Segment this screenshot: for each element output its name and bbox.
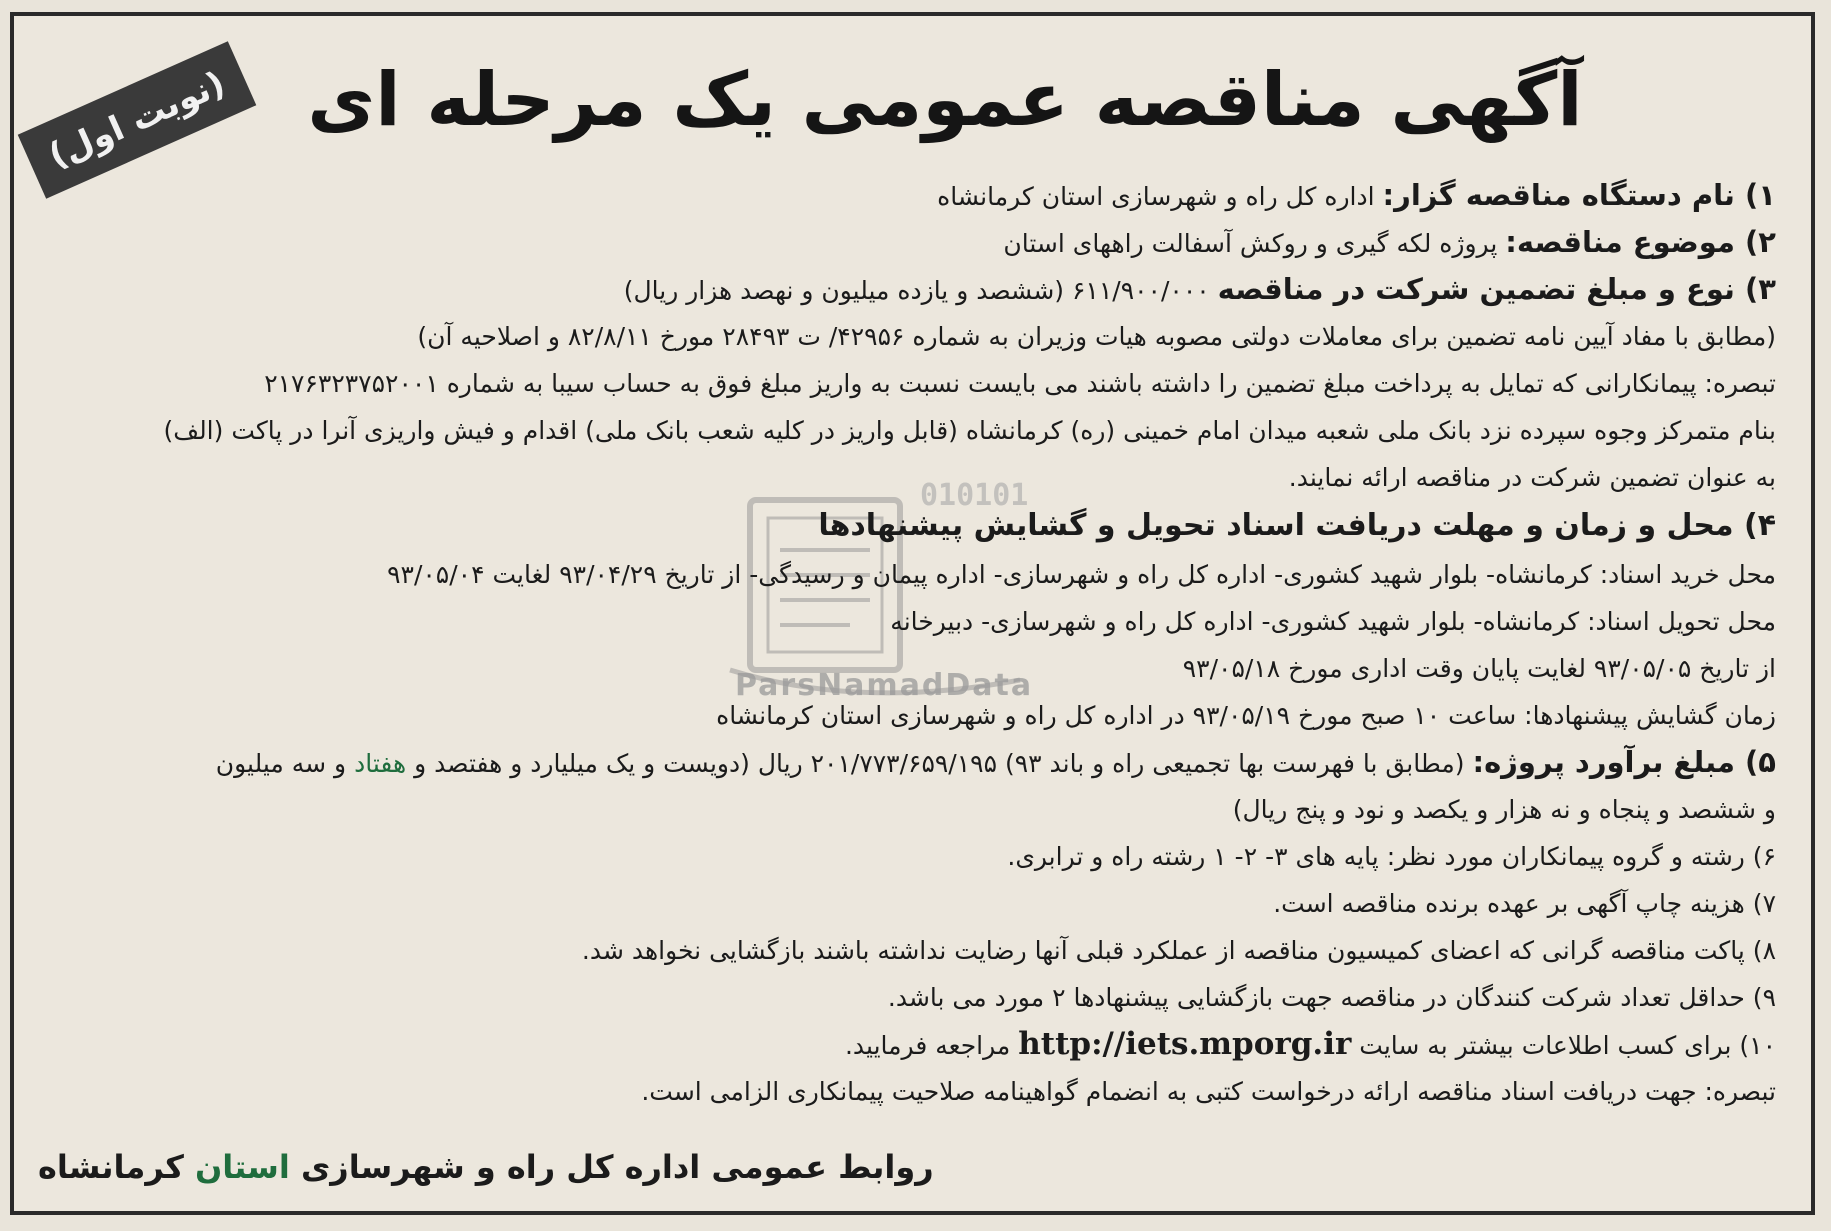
item-5-value-a: (مطابق با فهرست بها تجمیعی راه و باند ۹۳) ۲۰۱/۷۷۳/۶۵۹/۱۹۵ ریال (دویست و یک میلیارد و هفتصد و (414, 749, 1465, 778)
signature-part-3: کرمانشاه (38, 1148, 184, 1186)
item-1-label: ۱) نام دستگاه مناقصه گزار: (1382, 178, 1776, 212)
item-4-opening: زمان گشایش پیشنهادها: ساعت ۱۰ صبح مورخ ۹۳/۰۵/۱۹ در اداره کل راه و شهرسازی استان کرمانشاه (716, 701, 1776, 730)
note-line-3: به عنوان تضمین شرکت در مناقصه ارائه نمایند. (1288, 463, 1776, 492)
item-8: ۸) پاکت مناقصه گرانی که اعضای کمیسیون مناقصه از عملکرد قبلی آنها رضایت نداشته باشند بازگشایی نخواهد شد. (581, 936, 1776, 965)
item-2-value: پروژه لکه گیری و روکش آسفالت راههای استان (1003, 229, 1498, 258)
signature-part-1: روابط عمومی اداره کل راه و شهرسازی (300, 1148, 934, 1186)
item-5-value-line2: و ششصد و پنجاه و نه هزار و یکصد و نود و پنج ریال) (1232, 795, 1776, 824)
item-6: ۶) رشته و گروه پیمانکاران مورد نظر: پایه های ۳- ۲- ۱ رشته راه و ترابری. (1007, 842, 1776, 871)
watermark-digits: 010101 (920, 478, 1029, 513)
item-7: ۷) هزینه چاپ آگهی بر عهده برنده مناقصه است. (1273, 889, 1776, 918)
website-link[interactable]: http://iets.mporg.ir (1018, 1026, 1352, 1062)
item-10-pre: ۱۰) برای کسب اطلاعات بیشتر به سایت (1359, 1031, 1776, 1060)
item-3 (16, 266, 1776, 313)
item-3-note: (مطابق با مفاد آیین نامه تضمین برای معاملات دولتی مصوبه هیات وزیران به شماره ۴۲۹۵۶/ ت ۲۸۴۹۳ مورخ ۸۲/۸/۱۱ و اصلاحیه آن) (417, 322, 1776, 351)
item-9: ۹) حداقل تعداد شرکت کنندگان در مناقصه جهت بازگشایی پیشنهادها ۲ مورد می باشد. (887, 983, 1776, 1012)
item-5 (16, 739, 1776, 786)
item-10 (16, 1021, 1776, 1068)
signature (38, 1148, 934, 1186)
item-4-heading: ۴) محل و زمان و مهلت دریافت اسناد تحویل و گشایش پیشنهادها (818, 508, 1776, 543)
notice-title: آگهی مناقصه عمومی یک مرحله ای (307, 57, 1583, 143)
item-1-value: اداره کل راه و شهرسازی استان کرمانشاه (937, 182, 1375, 211)
item-1 (16, 172, 1776, 219)
first-publication-badge: (نوبت اول) (18, 41, 257, 198)
signature-part-2: استان (194, 1148, 290, 1186)
notice-body (16, 172, 1776, 1115)
item-5-value-b: و سه میلیون (215, 749, 347, 778)
note-line-2: بنام متمرکز وجوه سپرده نزد بانک ملی شعبه میدان امام خمینی (ره) کرمانشاه (قابل واریز در کلیه شعب بانک ملی) اقدام و فیش واریزی آنرا در پاکت (الف) (163, 416, 1776, 445)
item-4-delivery: محل تحویل اسناد: کرمانشاه- بلوار شهید کشوری- اداره کل راه و شهرسازی- دبیرخانه (890, 607, 1776, 636)
footnote: تبصره: جهت دریافت اسناد مناقصه ارائه درخواست کتبی به انضمام گواهینامه صلاحیت پیمانکاری الزامی است. (641, 1077, 1776, 1106)
item-5-label: ۵) مبلغ برآورد پروژه: (1472, 745, 1776, 779)
item-10-post: مراجعه فرمایید. (844, 1031, 1011, 1060)
note-line-1: تبصره: پیمانکارانی که تمایل به پرداخت مبلغ تضمین را داشته باشند می بایست نسبت به واریز مبلغ فوق به حساب سیبا به شماره ۲۱۷۶۳۲۳۷۵۲۰۰۱ (264, 369, 1776, 398)
item-4-purchase: محل خرید اسناد: کرمانشاه- بلوار شهید کشوری- اداره کل راه و شهرسازی- اداره پیمان و رسیدگی- از تاریخ ۹۳/۰۴/۲۹ لغایت ۹۳/۰۵/۰۴ (387, 560, 1776, 589)
item-2-label: ۲) موضوع مناقصه: (1505, 225, 1776, 259)
item-2 (16, 219, 1776, 266)
item-3-value: ۶۱۱/۹۰۰/۰۰۰ (ششصد و یازده میلیون و نهصد هزار ریال) (623, 276, 1210, 305)
item-5-value-green: هفتاد (354, 749, 407, 778)
item-4-dates: از تاریخ ۹۳/۰۵/۰۵ لغایت پایان وقت اداری مورخ ۹۳/۰۵/۱۸ (1182, 654, 1776, 683)
watermark-text: ParsNamadData (735, 668, 1034, 703)
item-3-label: ۳) نوع و مبلغ تضمین شرکت در مناقصه (1217, 272, 1776, 306)
